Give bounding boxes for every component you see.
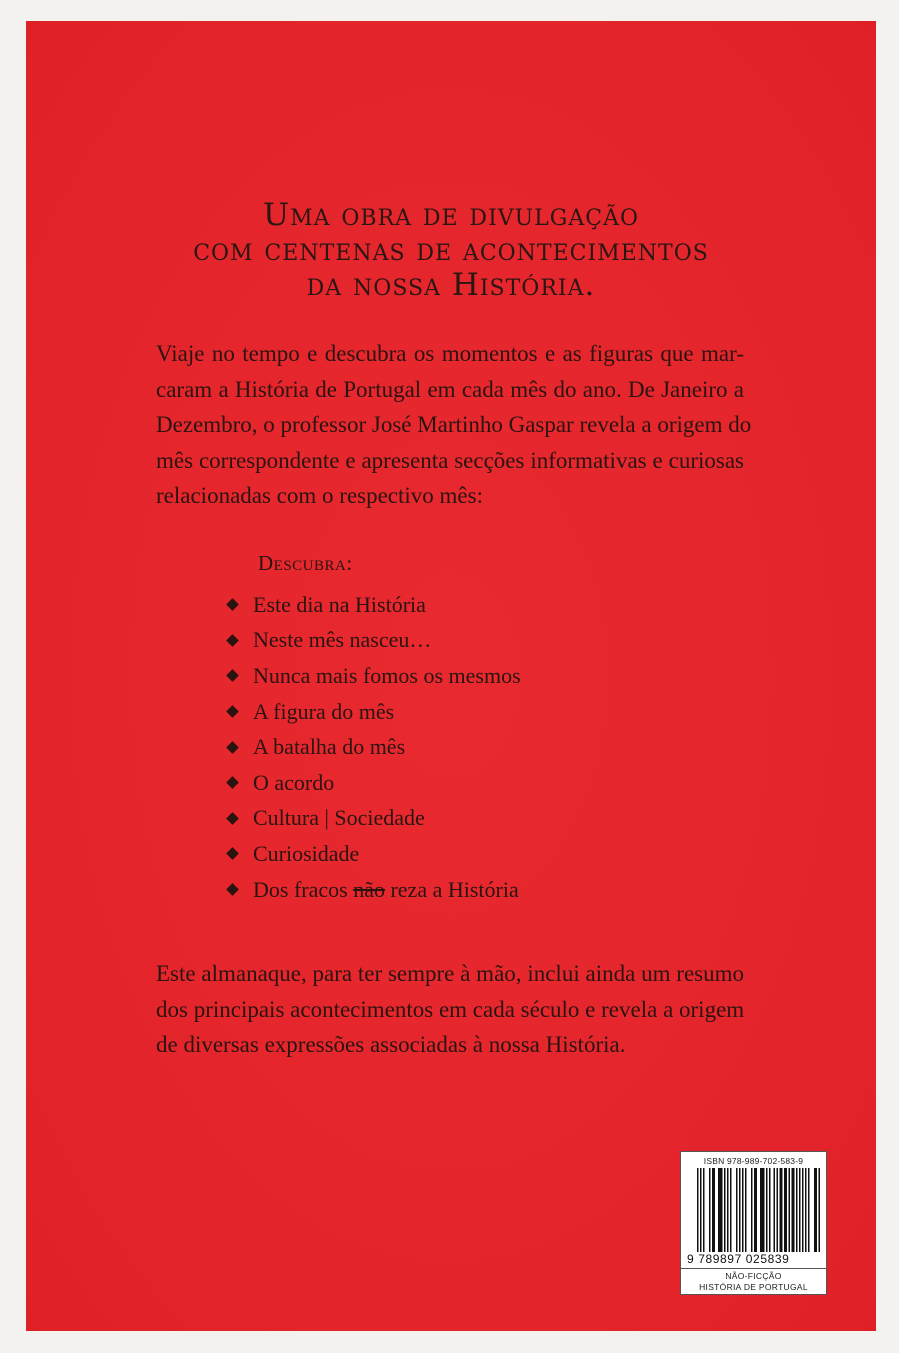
list-item-label: Nunca mais fomos os mesmos [253,662,521,688]
barcode-bar [789,1168,791,1252]
intro-paragraph [156,336,752,514]
barcode-bar [796,1168,798,1252]
isbn-number: ISBN 978-989-702-583-9 [703,1156,804,1166]
list-item-label [253,877,519,903]
barcode-bar [802,1168,804,1252]
list-item-text-before: Dos fracos [253,876,354,902]
barcode-icon [697,1168,820,1252]
barcode-bar [709,1168,711,1252]
list-item-label: Neste mês nasceu… [253,627,432,653]
list-item-label: O acordo [253,769,335,795]
struck-word: não [353,876,385,902]
outro-line: de diversas expressões associadas à nossa História. [156,1032,626,1057]
barcode-bar [742,1168,744,1252]
barcode-bar [700,1168,702,1252]
list-item-label: A batalha do mês [253,734,406,760]
tagline-line-1: Uma obra de divulgação [262,197,640,233]
barcode-bar [805,1168,807,1252]
list-item [224,658,521,694]
barcode-bar [712,1168,715,1252]
intro-line: Viaje no tempo e descubra os momentos e as figuras que mar- [156,341,744,366]
feature-list [224,587,521,907]
list-item-label: A figura do mês [253,698,395,724]
barcode-digits: 9 789897 025839 [687,1252,790,1266]
diamond-bullet-icon [226,598,239,611]
list-item-text-after: reza a História [384,876,519,902]
diamond-bullet-icon [226,883,239,896]
outro-paragraph [156,956,744,1063]
barcode-bar [819,1168,821,1252]
barcode-bar [724,1168,726,1252]
barcode-bar [745,1168,747,1252]
barcode-bar [777,1168,779,1252]
diamond-bullet-icon [226,848,239,861]
intro-line: mês correspondente e apresenta secções informativas e curiosas [156,447,744,473]
category-history: HISTÓRIA DE PORTUGAL [699,1282,808,1292]
list-item [224,623,521,659]
barcode-bar [697,1168,699,1252]
barcode-bar [816,1168,818,1252]
isbn-label-box [680,1151,827,1295]
list-item [224,765,521,801]
barcode-bar [754,1168,757,1252]
outro-line: dos principais acontecimentos em cada século e revela a origem [156,996,745,1022]
barcode-bar [751,1168,753,1252]
list-item-label: Este dia na História [253,591,426,617]
list-item [224,836,521,872]
barcode-bar [739,1168,741,1252]
barcode-bar [760,1168,765,1252]
barcode-bar [792,1168,795,1252]
category-nonfiction: NÃO-FICÇÃO [725,1271,782,1281]
barcode-bar [774,1168,776,1252]
diamond-bullet-icon [226,670,239,683]
barcode-bar [730,1168,732,1252]
isbn-divider [681,1268,826,1269]
barcode-bar [703,1168,705,1252]
intro-line: relacionadas com o respectivo mês: [156,483,483,508]
list-item [224,872,521,908]
diamond-bullet-icon [226,776,239,789]
list-item [224,694,521,730]
diamond-bullet-icon [226,634,239,647]
barcode-bar [799,1168,801,1252]
tagline-line-3: da nossa História. [306,267,596,303]
barcode-bar [736,1168,738,1252]
barcode-bar [814,1168,816,1252]
list-item-label: Curiosidade [253,840,360,866]
discover-heading: Descubra: [258,551,353,575]
tagline-line-2: com centenas de acontecimentos [193,232,709,268]
list-item [224,801,521,837]
diamond-bullet-icon [226,812,239,825]
barcode-bar [780,1168,783,1252]
list-item [224,587,521,623]
barcode-bar [784,1168,787,1252]
barcode-bar [769,1168,771,1252]
diamond-bullet-icon [226,705,239,718]
barcode-bar [808,1168,810,1252]
list-item [224,729,521,765]
outro-line: Este almanaque, para ter sempre à mão, inclui ainda um resumo [156,961,744,986]
list-item-label: Cultura | Sociedade [253,805,425,831]
diamond-bullet-icon [226,741,239,754]
barcode-bar [718,1168,723,1252]
barcode-bar [727,1168,729,1252]
tagline [26,198,876,303]
intro-line: caram a História de Portugal em cada mês do ano. De Janeiro a [156,376,744,402]
back-cover [26,21,876,1331]
intro-line: Dezembro, o professor José Martinho Gaspar revela a origem do [156,412,752,437]
barcode-bar [766,1168,768,1252]
